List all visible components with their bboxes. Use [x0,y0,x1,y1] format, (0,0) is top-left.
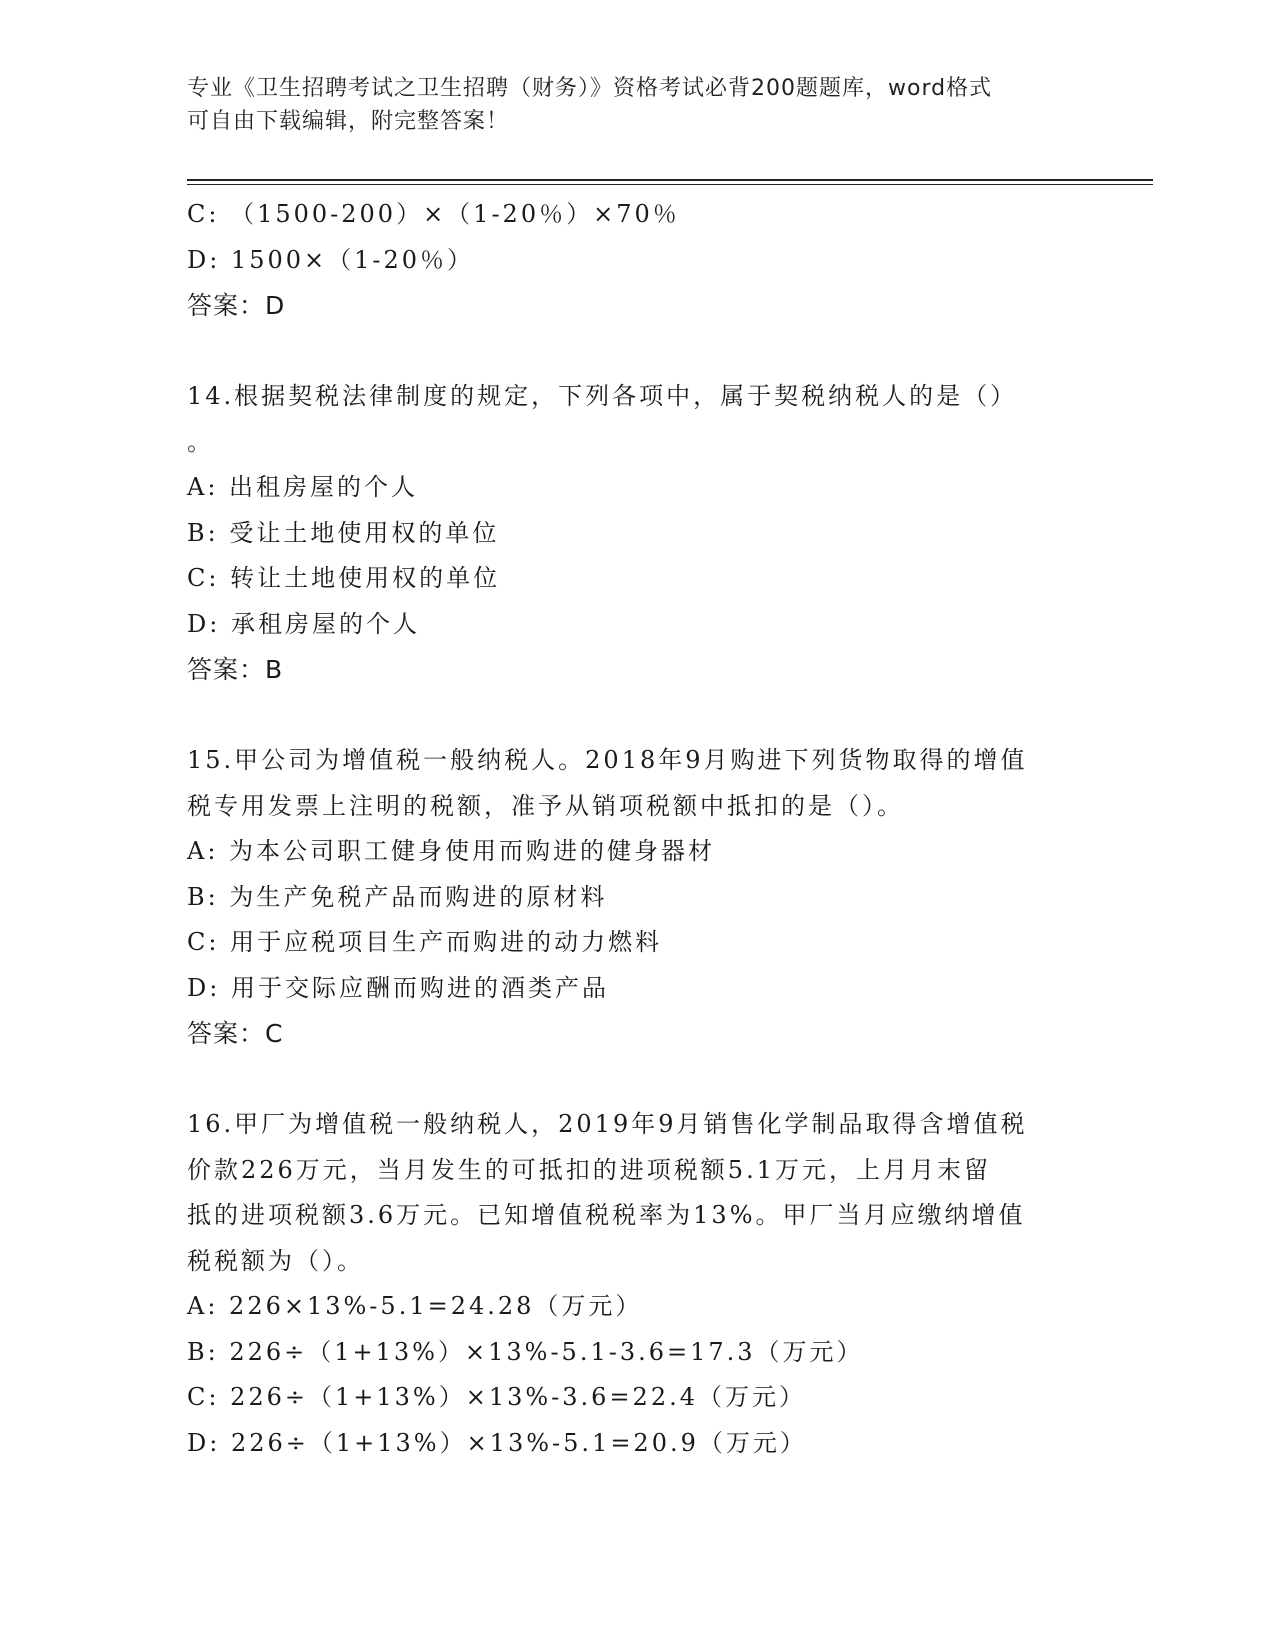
q15-answer: 答案：C [187,1019,284,1048]
q14-option-d: D: 承租房屋的个人 [187,609,420,638]
q15-option-b: B: 为生产免税产品而购进的原材料 [187,882,608,911]
question-16 [187,1102,1087,1466]
question-13-tail [187,192,1087,329]
q14-stem-line-1: 14.根据契税法律制度的规定，下列各项中，属于契税纳税人的是（） [187,382,1018,410]
q15-option-c: C: 用于应税项目生产而购进的动力燃料 [187,928,663,956]
document-header [187,72,1087,138]
q14-option-c: C: 转让土地使用权的单位 [187,564,501,592]
q16-option-c: C: 226÷（1+13%）×13%-3.6=22.4（万元） [187,1383,806,1411]
document-body [187,192,1087,1466]
q15-option-a: A: 为本公司职工健身使用而购进的健身器材 [187,837,716,865]
header-line-1: 专业《卫生招聘考试之卫生招聘（财务）》资格考试必背200题题库，word格式 [187,76,993,101]
q13-option-d: D: 1500×（1-20％） [187,245,475,274]
header-divider-thin [187,184,1153,185]
q16-option-d: D: 226÷（1+13%）×13%-5.1=20.9（万元） [187,1428,807,1457]
question-14 [187,374,1087,693]
q16-option-a: A: 226×13%-5.1=24.28（万元） [187,1292,643,1320]
q13-option-c: C: （1500-200）×（1-20％）×70％ [187,200,680,228]
q15-stem-line-1: 15.甲公司为增值税一般纳税人。2018年9月购进下列货物取得的增值 [187,746,1028,774]
q14-stem-line-2: 。 [187,427,214,456]
header-line-2: 可自由下载编辑，附完整答案！ [187,109,510,134]
spacer [187,693,1087,738]
q16-stem-line-1: 16.甲厂为增值税一般纳税人，2019年9月销售化学制品取得含增值税 [187,1110,1028,1138]
spacer [187,329,1087,374]
q16-stem-line-3: 抵的进项税额3.6万元。已知增值税税率为13%。甲厂当月应缴纳增值 [187,1201,1026,1229]
q14-answer: 答案：B [187,655,284,684]
header-divider-thick [187,179,1153,181]
q15-option-d: D: 用于交际应酬而购进的酒类产品 [187,973,609,1002]
q16-stem-line-2: 价款226万元，当月发生的可抵扣的进项税额5.1万元，上月月末留 [187,1155,991,1184]
question-15 [187,738,1087,1057]
q14-option-a: A: 出租房屋的个人 [187,473,419,501]
q13-answer: 答案：D [187,291,286,320]
q15-stem-line-2: 税专用发票上注明的税额，准予从销项税额中抵扣的是（）。 [187,791,904,820]
spacer [187,1057,1087,1102]
q16-stem-line-4: 税税额为（）。 [187,1246,364,1275]
q16-option-b: B: 226÷（1+13%）×13%-5.1-3.6=17.3（万元） [187,1337,864,1366]
q14-option-b: B: 受让土地使用权的单位 [187,518,500,547]
